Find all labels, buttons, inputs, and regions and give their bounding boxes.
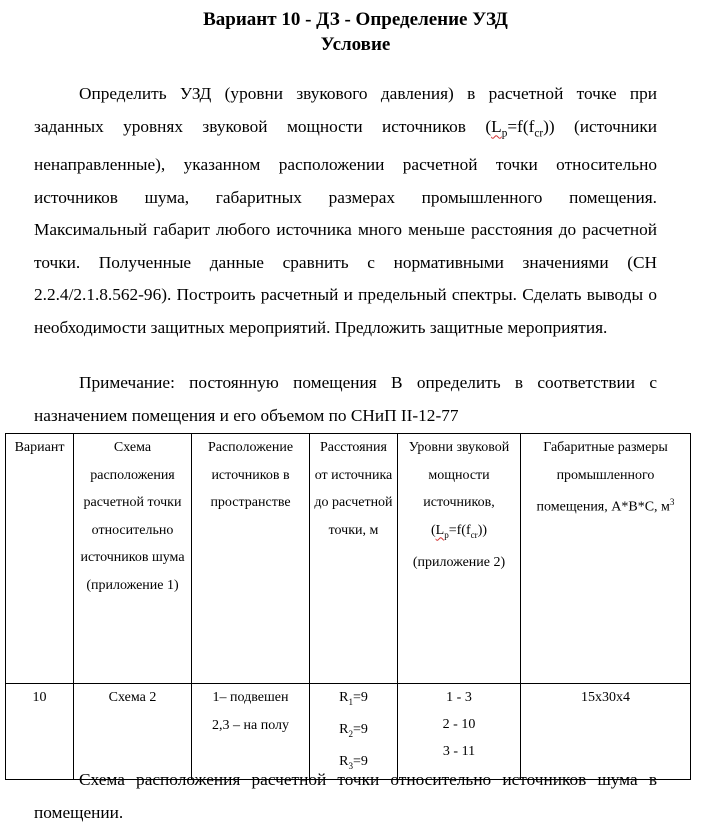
distance-r2: $R_2=9$ <box>339 721 368 739</box>
distance-r3: $R_3=9$ <box>339 753 368 771</box>
condition-text-a: Определить УЗД (уровни звукового давления) в расчетной точке при заданных уровнях звуковой мощности источников ( <box>34 84 657 136</box>
condition-text-b: )) (источники ненаправленные), указанном расположении расчетной точки относительно источников шума, габаритных размерах промышленного помещения. Максимальный габарит любого источника много меньше расстояния до расчетной точки. Полученные данные сравнить с нормативными значениями (СН 2.2.4/2.1.8.562-96). Построить расчетный и предельный спектры. Сделать выводы о необходимости защитных мероприятий. Предложить защитные мероприятия. <box>34 116 657 337</box>
scheme-caption-paragraph: Схема расположения расчетной точки относительно источников шума в помещении. <box>34 770 657 822</box>
note-paragraph: Примечание: постоянную помещения В определить в соответствии с назначением помещения и его объемом по СНиП II-12-77 <box>34 373 657 425</box>
table-header-row <box>6 434 691 684</box>
cell-scheme: Схема 2 <box>74 684 192 780</box>
header-placement: Расположение источников в пространстве <box>192 434 310 684</box>
header-sound-power-levels: Уровни звуковой мощности источников, $(L_p=f(f_{cr}))$ (приложение 2) <box>398 434 521 684</box>
lp-symbol: $L_p$ <box>491 116 508 139</box>
variant-data-table <box>5 433 691 780</box>
cell-levels: 1 - 3 2 - 10 3 - 11 <box>398 684 521 780</box>
header-distance: Расстояния от источника до расчетной точки, м <box>310 434 398 684</box>
header-scheme: Схема расположения расчетной точки относительно источников шума (приложение 1) <box>74 434 192 684</box>
cell-placement: 1– подвешен 2,3 – на полу <box>192 684 310 780</box>
section-heading-condition: Условие <box>320 34 391 55</box>
cell-variant: 10 <box>6 684 74 780</box>
cell-dimensions: 15х30х4 <box>521 684 691 780</box>
distance-r1: $R_1=9$ <box>339 690 368 707</box>
header-variant: Вариант <box>6 434 74 684</box>
header-room-dimensions: Габаритные размеры промышленного помещения, А*В*С, $м^3$ <box>521 434 691 684</box>
task-condition-paragraph: Определить УЗД (уровни звукового давления) в расчетной точке при заданных уровнях звуковой мощности источников $(L_p=f(f_{cr}))$ (источники ненаправленные), указанном расположении расчетной точки относительно источников шума, габаритных размерах промышленного помещения. Максимальный габарит любого источника много меньше расстояния до расчетной точки. Полученные данные сравнить с нормативными значениями (СН 2.2.4/2.1.8.562-96). Построить расчетный и предельный спектры. Сделать выводы о необходимости защитных мероприятий. Предложить защитные мероприятия. <box>34 84 657 337</box>
document-title: Вариант 10 - ДЗ - Определение УЗД <box>203 9 508 30</box>
